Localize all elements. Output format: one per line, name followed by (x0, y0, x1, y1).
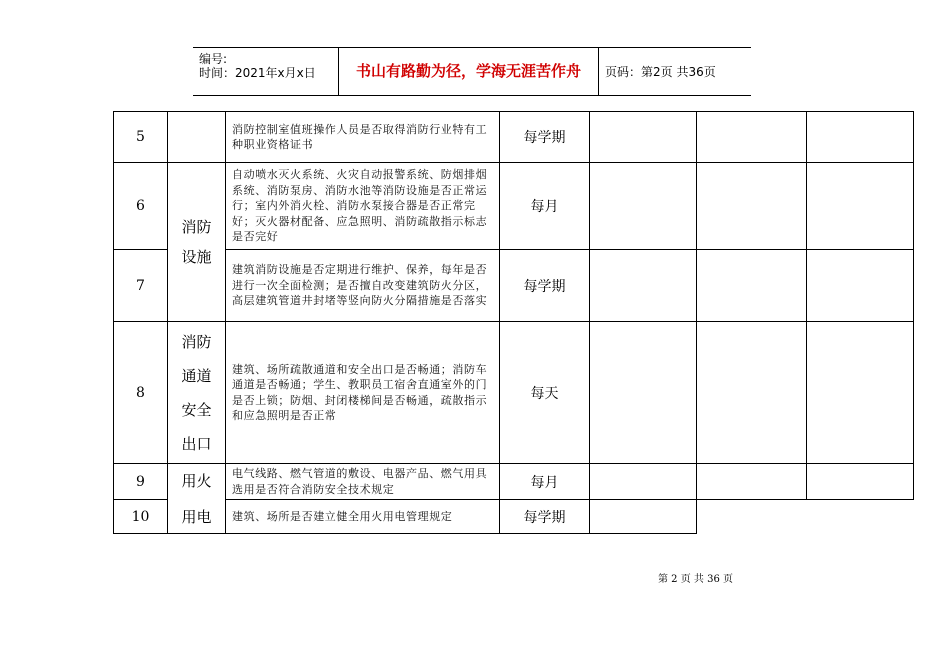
header-motto: 书山有路勤为径，学海无涯苦作舟 (355, 62, 581, 80)
inspection-table (113, 111, 914, 534)
row-number: 6 (114, 163, 168, 250)
blank-cell (807, 163, 914, 250)
category-line: 用火 (181, 471, 212, 490)
category-fire-facilities (168, 163, 226, 322)
blank-cell (697, 464, 807, 500)
category-line: 通道 (181, 366, 212, 385)
blank-cell (697, 322, 807, 464)
blank-cell (697, 250, 807, 322)
header-meta-cell (193, 48, 339, 95)
category-passages (168, 322, 226, 464)
row-content: 建筑、场所是否建立健全用火用电管理规定 (226, 500, 500, 534)
category-line: 安全 (181, 400, 212, 419)
table-row (114, 250, 914, 322)
row-number: 10 (114, 500, 168, 534)
category-line: 消防 (181, 218, 212, 236)
row-frequency: 每月 (500, 464, 590, 500)
row-content: 建筑、场所疏散通道和安全出口是否畅通；消防车通道是否畅通；学生、教职员工宿舍直通室外的门是否上锁；防烟、封闭楼梯间是否畅通，疏散指示和应急照明是否正常 (226, 322, 500, 464)
blank-cell (807, 250, 914, 322)
table-row (114, 500, 914, 534)
category-line: 设施 (181, 248, 212, 266)
blank-cell (807, 112, 914, 163)
document-number-label: 编号: (199, 52, 228, 66)
row-content: 电气线路、燃气管道的敷设、电器产品、燃气用具选用是否符合消防安全技术规定 (226, 464, 500, 500)
category-fire-electric (168, 464, 226, 534)
page-footer: 第 2 页 共 36 页 (658, 574, 733, 585)
row-content: 消防控制室值班操作人员是否取得消防行业特有工种职业资格证书 (226, 112, 500, 163)
blank-cell (590, 500, 697, 534)
blank-cell (590, 464, 697, 500)
category-line: 用电 (181, 507, 212, 526)
blank-cell (697, 500, 807, 534)
header-page-info: 页码：第2页 共36页 (605, 65, 716, 79)
row-number: 7 (114, 250, 168, 322)
blank-cell (807, 322, 914, 464)
blank-cell (697, 112, 807, 163)
table-row (114, 112, 914, 163)
row-frequency: 每学期 (500, 500, 590, 534)
row-number: 9 (114, 464, 168, 500)
row-category (168, 112, 226, 163)
document-header (193, 47, 751, 96)
table-row (114, 322, 914, 464)
blank-cell (590, 250, 697, 322)
row-frequency: 每月 (500, 163, 590, 250)
blank-cell (590, 163, 697, 250)
row-content: 建筑消防设施是否定期进行维护、保养，每年是否进行一次全面检测；是否擅自改变建筑防火分区，高层建筑管道井封堵等竖向防火分隔措施是否落实 (226, 250, 500, 322)
row-number: 8 (114, 322, 168, 464)
document-time-label: 时间：2021年x月x日 (199, 66, 316, 80)
blank-cell (807, 464, 914, 500)
category-line: 出口 (181, 434, 212, 453)
table-row (114, 464, 914, 500)
header-page-cell (599, 48, 751, 95)
table-row (114, 163, 914, 250)
row-frequency: 每学期 (500, 250, 590, 322)
category-line: 消防 (181, 332, 212, 351)
row-frequency: 每天 (500, 322, 590, 464)
blank-cell (697, 163, 807, 250)
row-frequency: 每学期 (500, 112, 590, 163)
blank-cell (590, 322, 697, 464)
blank-cell (807, 500, 914, 534)
header-motto-cell (339, 48, 599, 95)
row-number: 5 (114, 112, 168, 163)
blank-cell (590, 112, 697, 163)
row-content: 自动喷水灭火系统、火灾自动报警系统、防烟排烟系统、消防泵房、消防水池等消防设施是否正常运行；室内外消火栓、消防水泵接合器是否正常完好；灭火器材配备、应急照明、消防疏散指示标志是否完好 (226, 163, 500, 250)
